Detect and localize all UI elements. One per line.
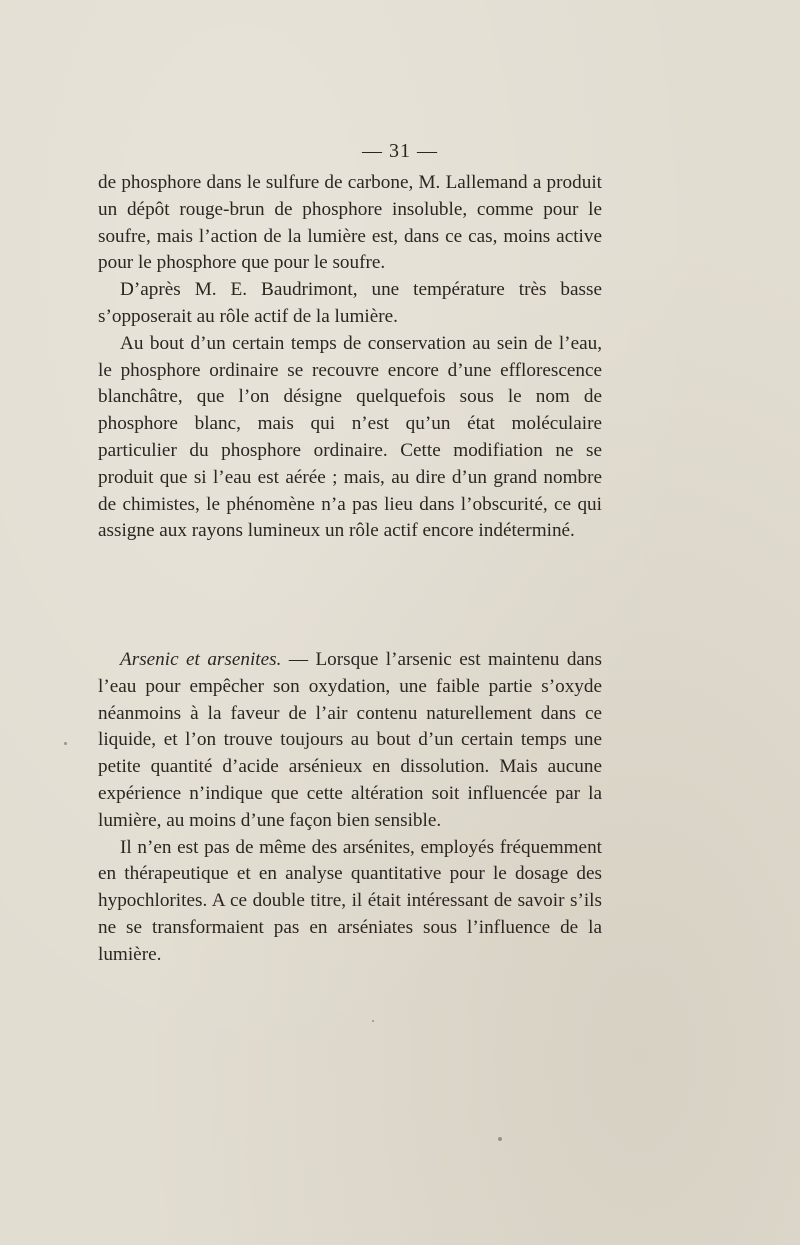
paragraph-arsenites: Il n’en est pas de même des arsénites, employés fréquemment en thérapeutique et en analyse quantitative pour le dosage des hypochlorites. A ce double titre, il était intéressant de savoir s’ils ne se transformaient pas en arséniates sous l’influence de la lumière. xyxy=(98,836,602,965)
paper-speck xyxy=(64,742,67,745)
paragraph-arsenic xyxy=(98,647,602,835)
paper-speck xyxy=(372,1020,374,1022)
section-intro-text: — Lorsque l’arsenic est maintenu dans l’eau pour empêcher son oxydation, une faible partie s’oxyde néanmoins à la faveur de l’air contenu naturellement dans ce liquide, et l’on trouve toujours au bout d’un certain temps une petite quantité d’acide arsénieux en dissolution. Mais aucune expérience n’indique que cette altération soit influencée par la lumière, au moins d’une façon bien sensible. xyxy=(98,649,602,831)
text-block-arsenic xyxy=(98,647,602,969)
paragraph-baudrimont: D’après M. E. Baudrimont, une température très basse s’opposerait au rôle actif de la lumière. xyxy=(98,279,602,327)
text-block-phosphore xyxy=(98,170,602,545)
section-heading: Arsenic et arsenites. xyxy=(120,649,282,670)
paragraph-lallemand: de phosphore dans le sulfure de carbone, M. Lallemand a produit un dépôt rouge-brun de phosphore insoluble, comme pour le soufre, mais l’action de la lumière est, dans ce cas, moins active pour le phosphore que pour le soufre. xyxy=(98,172,602,274)
page-number: — 31 — xyxy=(362,140,438,162)
paper-speck xyxy=(498,1137,502,1141)
paragraph-phosphore-blanc: Au bout d’un certain temps de conservation au sein de l’eau, le phosphore ordinaire se recouvre encore d’une efflorescence blanchâtre, que l’on désigne quelquefois sous le nom de phosphore blanc, mais qui n’est qu’un état moléculaire particulier du phosphore ordinaire. Cette modifiation ne se produit que si l’eau est aérée ; mais, au dire d’un grand nombre de chimistes, le phénomène n’a pas lieu dans l’obscurité, ce qui assigne aux rayons lumineux un rôle actif encore indéterminé. xyxy=(98,332,602,542)
